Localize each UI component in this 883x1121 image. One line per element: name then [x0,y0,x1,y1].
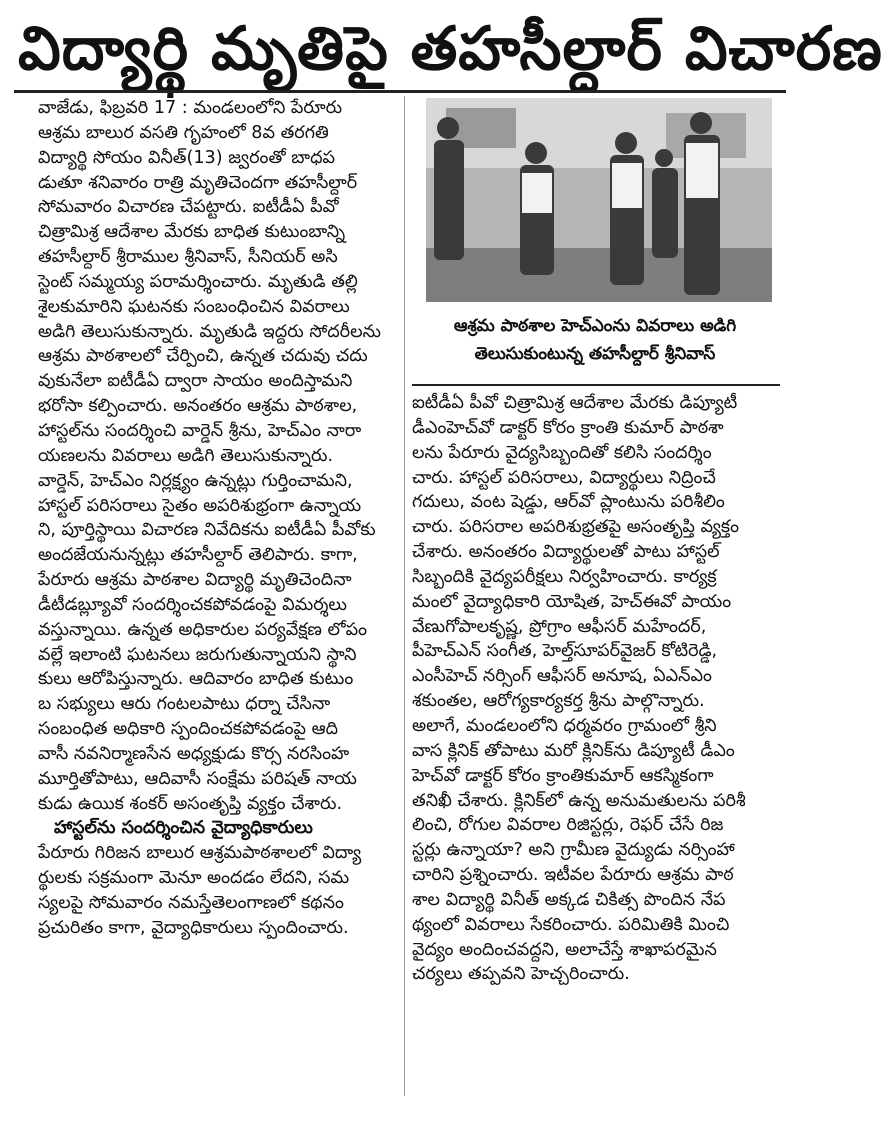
text-line: సోమవారం విచారణ చేపట్టారు. ఐటీడీఏ పీవో [38,197,339,218]
text-line: పీహెచ్ఎన్ సంగీత, హెల్త్‌సూపర్‌వైజర్ కోటిరెడ్డి, [412,641,718,662]
text-line: స్టెంట్ సమ్మయ్య పరామర్శించారు. మృతుడి తల్లి [38,271,358,292]
text-line: కుడు ఉయిక శంకర్ అసంతృప్తి వ్యక్తం చేశారు. [38,793,343,814]
photo-caption-line-2: తెలుసుకుంటున్న తహసీల్దార్ శ్రీనివాస్ [474,344,716,364]
text-line: చేశారు. అనంతరం విద్యార్థులతో పాటు హాస్టల్ [412,542,720,563]
text-line: చిత్రామిశ్ర ఆదేశాల మేరకు బాధిత కుటుంబాన్ని [38,222,346,243]
text-line: శైలకుమారిని ఘటనకు సంబంధించిన వివరాలు [38,296,350,317]
text-line: తనిఖీ చేశారు. క్లినిక్‌లో ఉన్న అనుమతులను పరిశీ [412,790,746,811]
text-line: యణలను వివరాలు అడిగి తెలుసుకున్నారు. [38,445,334,466]
text-line: ర్థులకు సక్రమంగా మెనూ అందడం లేదని, సమ [38,868,350,889]
text-line: లించి, రోగుల వివరాల రిజిస్టర్లు, రెఫర్ చేసే రిజ [412,815,724,836]
text-line: సంబంధిత అధికారి స్పందించకపోవడంపై ఆది [38,719,339,740]
left-column [38,96,398,941]
text-line: డీటీడబ్ల్యూవో సందర్శించకపోవడంపై విమర్శలు [38,594,347,615]
news-photo-image [426,98,772,302]
text-line: భరోసా కల్పించారు. అనంతరం ఆశ్రమ పాఠశాల, [38,396,358,417]
headline: విద్యార్థి మృతిపై తహసీల్దార్ విచారణ [18,14,883,84]
text-line: చారు. పరిసరాల అపరిశుభ్రతపై అసంతృప్తి వ్యక్తం [412,517,740,538]
text-line: డుతూ శనివారం రాత్రి మృతిచెందగా తహసీల్దార్ [38,172,358,193]
text-line: అడిగి తెలుసుకున్నారు. మృతుడి ఇద్దరు సోదరీలను [38,321,382,342]
text-line: చర్యలు తప్పవని హెచ్చరించారు. [412,964,630,985]
text-line: బ సభ్యులు ఆరు గంటలపాటు ధర్నా చేసినా [38,694,331,715]
headline-rule [14,90,786,93]
text-line: వాజేడు, ఫిబ్రవరి 17 : మండలంలోని పేరూరు [38,98,343,118]
text-line: విద్యార్థి సోయం వినీత్(13) జ్వరంతో బాధప [38,147,336,168]
text-line: మంలో వైద్యాధికారి యోషిత, హెచ్ఈవో పాయం [412,591,732,612]
text-line: డీఎంహెచ్‌వో డాక్టర్ కోరం క్రాంతి కుమార్ పాఠశా [412,417,724,438]
text-line: చారిని ప్రశ్నించారు. ఇటీవల పేరూరు ఆశ్రమ పాఠ [412,865,734,886]
column-divider [404,96,405,1096]
news-photo [426,98,772,302]
text-line: సిబ్బందికి వైద్యపరీక్షలు నిర్వహించారు. కార్యక్ర [412,566,717,587]
text-line: వల్లే ఇలాంటి ఘటనలు జరుగుతున్నాయని స్థాని [38,644,357,665]
text-line: ప్రచురితం కాగా, వైద్యాధికారులు స్పందించారు. [38,917,349,938]
text-line: వుకునేలా ఐటీడీఏ ద్వారా సాయం అందిస్తామని [38,371,353,392]
text-line: శకుంతల, ఆరోగ్యకార్యకర్త శ్రీను పాల్గొన్నారు. [412,691,705,712]
photo-caption [412,312,778,384]
text-line: చారు. హాస్టల్ పరిసరాలు, విద్యార్థులు నిద్రించే [412,467,716,488]
text-line: ఐటీడీఏ పీవో చిత్రామిశ్ర ఆదేశాల మేరకు డిప్యూటీ [412,393,738,413]
text-line: హాస్టల్‌ను సందర్శించి వార్డెన్ శ్రీను, హెచ్ఎం నారా [38,420,362,441]
sub-heading: హాస్టల్‌ను సందర్శించిన వైద్యాధికారులు [54,818,313,839]
text-line: థ్యంలో వివరాలు సేకరించారు. పరిమితికి మించి [412,914,730,935]
text-line: గదులు, వంట షెడ్డు, ఆర్‌వో ప్లాంటును పరిశీలిం [412,492,725,513]
text-line: వస్తున్నాయి. ఉన్నత అధికారుల పర్యవేక్షణ లోపం [38,619,368,640]
right-column [412,391,778,987]
text-line: వాసీ నవనిర్మాణసేన అధ్యక్షుడు కొర్స నరసింహ [38,743,350,764]
text-line: ఆశ్రమ పాఠశాలలో చేర్పించి, ఉన్నత చదువు చదు [38,346,368,367]
text-line: తహసీల్దార్ శ్రీరాముల శ్రీనివాస్, సీనియర్ అసి [38,247,338,268]
text-line: కులు ఆరోపిస్తున్నారు. ఆదివారం బాధిత కుటుం [38,669,354,690]
text-line: వైద్యం అందించవద్దని, అలాచేస్తే శాఖాపరమైన [412,939,717,960]
text-line: అలాగే, మండలంలోని ధర్మవరం గ్రామంలో శ్రీని [412,715,717,736]
text-line: లను పేరూరు వైద్యసిబ్బందితో కలిసి సందర్శిం [412,442,712,463]
text-line: హాస్టల్ పరిసరాలు సైతం అపరిశుభ్రంగా ఉన్నాయ [38,495,362,516]
text-line: వాస క్లినిక్ తోపాటు మరో క్లినిక్‌ను డిప్యూటీ డీఎం [412,740,735,761]
text-line: పేరూరు ఆశ్రమ పాఠశాల విద్యార్థి మృతిచెందినా [38,570,352,591]
text-line: అందజేయనున్నట్లు తహసీల్దార్ తెలిపారు. కాగా, [38,545,358,566]
text-line: స్యలపై సోమవారం నమస్తేతెలంగాణలో కథనం [38,893,344,913]
text-line: పేరూరు గిరిజన బాలుర ఆశ్రమపాఠశాలలో విద్యా [38,843,362,864]
text-line: స్టర్లు ఉన్నాయా? అని గ్రామీణ వైద్యుడు నర్సింహా [412,840,735,861]
text-line: ని, పూర్తిస్థాయి విచారణ నివేదికను ఐటీడీఏ పీవోకు [38,520,376,541]
text-line: శాల విద్యార్థి వినీత్ అక్కడ చికిత్స పొందిన నేప [412,889,726,910]
text-line: వార్డెన్, హెచ్ఎం నిర్లక్ష్యం ఉన్నట్లు గుర్తించామని, [38,470,353,491]
text-line: ఆశ్రమ బాలుర వసతి గృహంలో 8వ తరగతి [38,122,329,143]
text-line: ఎంసీహెచ్ నర్సింగ్ ఆఫీసర్ అనూష, ఏఎన్ఎం [412,666,712,687]
text-line: వేణుగోపాలకృష్ణ, ప్రోగ్రాం ఆఫీసర్ మహేందర్, [412,616,707,637]
photo-caption-line-1: ఆశ్రమ పాఠశాల హెచ్ఎంను వివరాలు అడిగి [453,316,737,336]
text-line: హెచ్‌వో డాక్టర్ కోరం క్రాంతికుమార్ ఆకస్మికంగా [412,765,714,786]
text-line: మూర్తితోపాటు, ఆదివాసీ సంక్షేమ పరిషత్ నాయ [38,768,357,789]
